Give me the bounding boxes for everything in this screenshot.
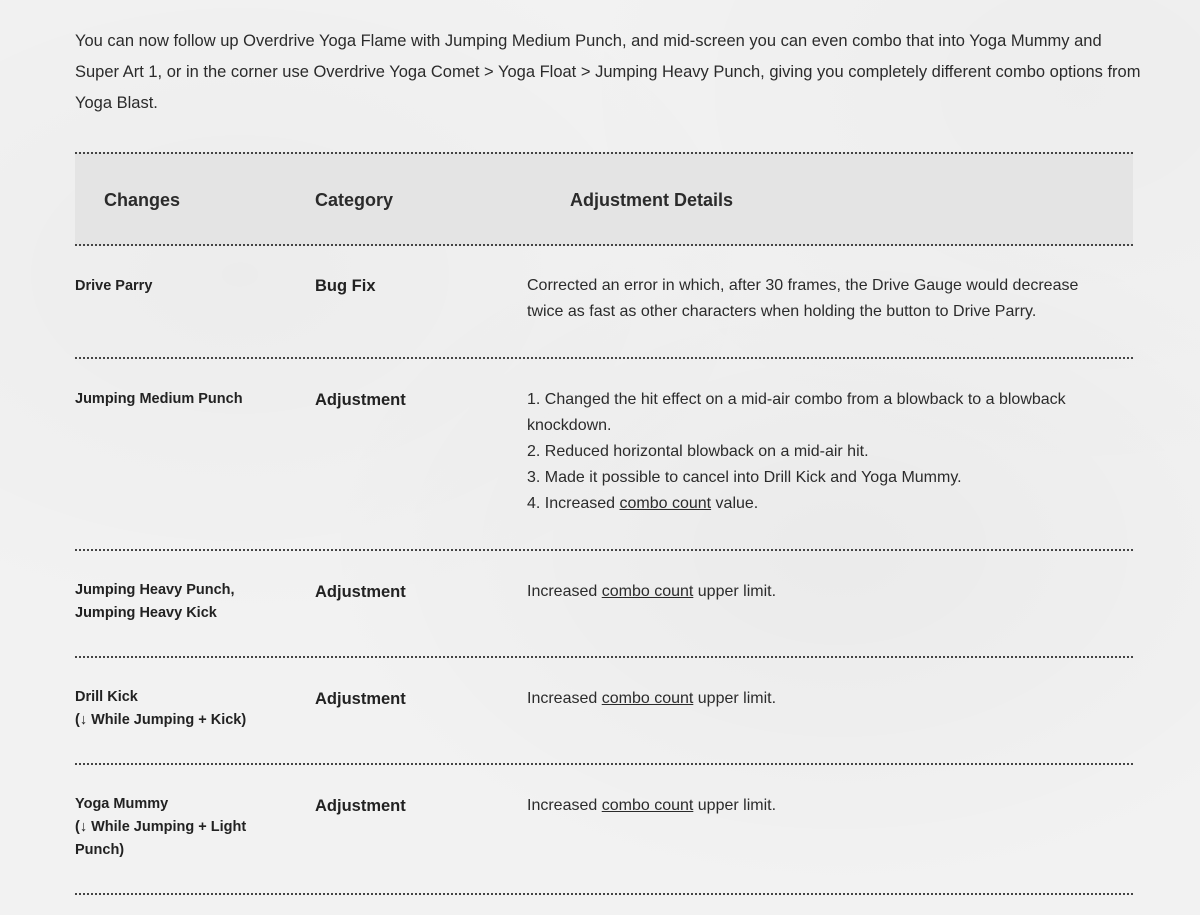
- header-adjustment-details: Adjustment Details: [570, 190, 734, 210]
- combo-count-link[interactable]: combo count: [619, 495, 712, 512]
- table-header: [75, 152, 1133, 246]
- row-change: Drill Kick (↓ While Jumping + Kick): [75, 689, 247, 728]
- row-change: Yoga Mummy (↓ While Jumping + Light Punch): [75, 796, 247, 858]
- combo-count-link[interactable]: combo count: [601, 690, 694, 707]
- row-change: Jumping Medium Punch: [75, 391, 243, 407]
- row-category: Adjustment: [315, 391, 406, 409]
- combo-count-link[interactable]: combo count: [601, 583, 694, 600]
- detail-text-after: upper limit.: [693, 690, 777, 707]
- header-category: Category: [315, 190, 394, 210]
- row-category: Bug Fix: [315, 277, 376, 295]
- row-change: Drive Parry: [75, 278, 153, 294]
- table-row: [75, 658, 1133, 765]
- detail-text-after: value.: [711, 495, 759, 512]
- table-row: [75, 359, 1133, 551]
- row-category: Adjustment: [315, 690, 406, 708]
- row-change: Jumping Heavy Punch, Jumping Heavy Kick: [75, 582, 235, 621]
- row-details: [527, 273, 1097, 325]
- header-changes: Changes: [104, 190, 181, 210]
- row-details: [527, 793, 1097, 819]
- row-details: [527, 387, 1097, 517]
- detail-text-after: upper limit.: [693, 797, 777, 814]
- row-details: [527, 686, 1097, 712]
- detail-line: 1. Changed the hit effect on a mid-air combo from a blowback to a blowback knockdown.: [527, 391, 1066, 434]
- detail-text-before: Increased: [527, 797, 602, 814]
- intro-paragraph: You can now follow up Overdrive Yoga Flame with Jumping Medium Punch, and mid-screen you can even combo that into Yoga Mummy and Super Art 1, or in the corner use Overdrive Yoga Comet > Yoga Float > Jumping Heavy Punch, giving you completely different combo options from Yoga Blast.: [75, 32, 1141, 112]
- combo-count-link[interactable]: combo count: [601, 797, 694, 814]
- table-row: [75, 246, 1133, 359]
- detail-text-before: Increased: [527, 583, 602, 600]
- row-category: Adjustment: [315, 583, 406, 601]
- detail-line: [527, 793, 1097, 819]
- table-row: [75, 765, 1133, 895]
- row-category: Adjustment: [315, 797, 406, 815]
- detail-line: 2. Reduced horizontal blowback on a mid-air hit.: [527, 443, 869, 460]
- detail-text-before: Increased: [527, 690, 602, 707]
- table-row: [75, 551, 1133, 658]
- detail-line: 3. Made it possible to cancel into Drill Kick and Yoga Mummy.: [527, 469, 962, 486]
- row-details: [527, 579, 1097, 605]
- detail-line: [527, 579, 1097, 605]
- detail-text-after: upper limit.: [693, 583, 777, 600]
- detail-line: [527, 491, 1097, 517]
- detail-line: [527, 686, 1097, 712]
- adjustments-table: [75, 152, 1133, 895]
- detail-line: Corrected an error in which, after 30 frames, the Drive Gauge would decrease twice as fast as other characters when holding the button to Drive Parry.: [527, 277, 1079, 320]
- detail-text-before: 4. Increased: [527, 495, 620, 512]
